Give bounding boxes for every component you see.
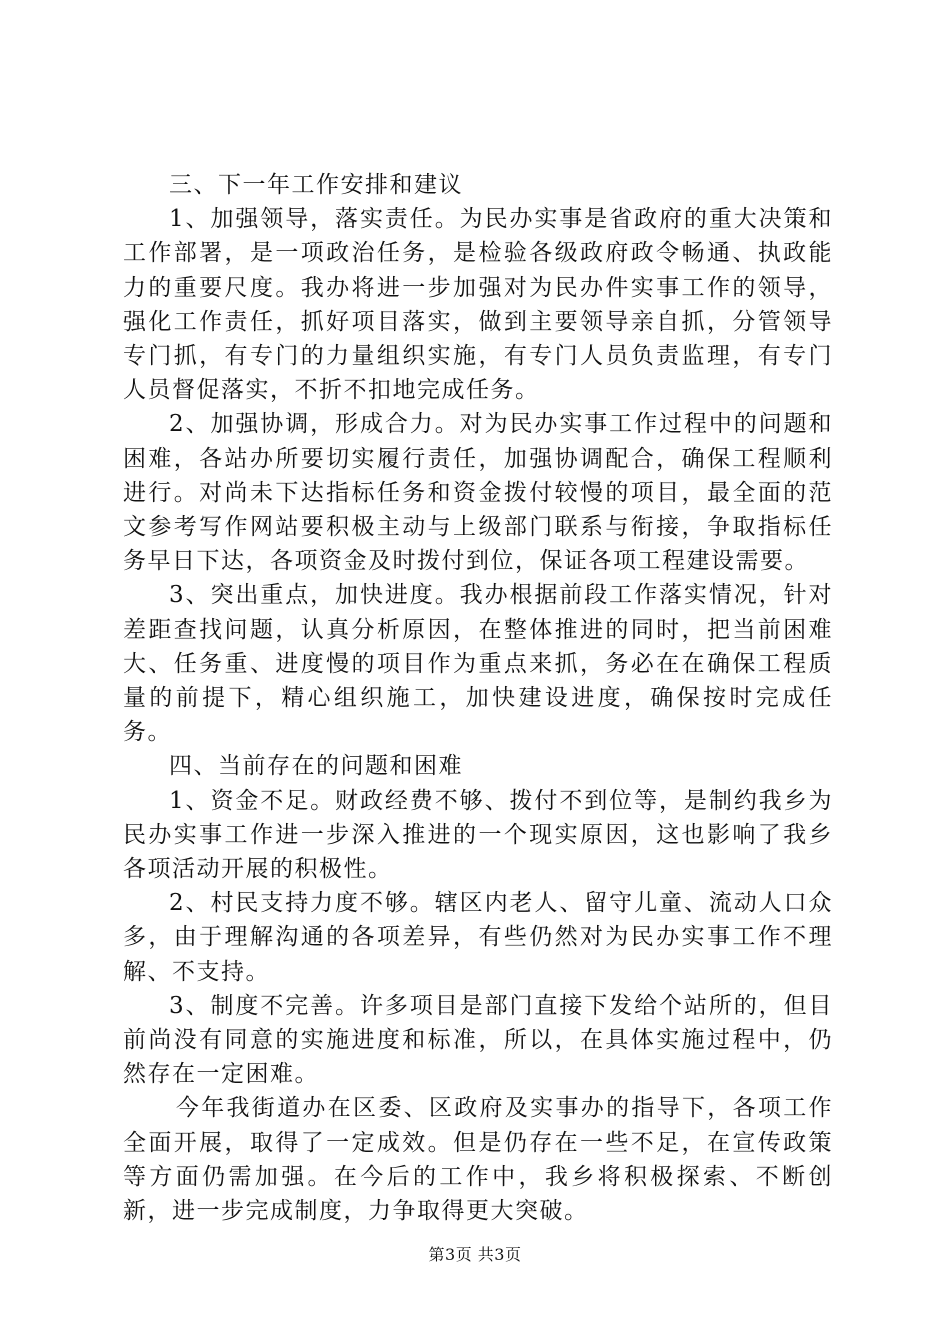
paragraph-strengthen-coordination: 2、加强协调，形成合力。对为民办实事工作过程中的问题和困难，各站办所要切实履行责任，加强协调配合，确保工程顺利进行。对尚未下达指标任务和资金拨付较慢的项目，最全面的范文参考写作网站要积极主动与上级部门联系与衔接，争取指标任务早日下达，各项资金及时拨付到位，保证各项工程建设需要。 xyxy=(123,411,833,575)
paragraph-insufficient-funds: 1、资金不足。财政经费不够、拨付不到位等，是制约我乡为民办实事工作进一步深入推进的一个现实原因，这也影响了我乡各项活动开展的积极性。 xyxy=(123,787,833,883)
page-number-footer: 第3页 共3页 xyxy=(428,1245,522,1264)
paragraph-conclusion: 今年我街道办在区委、区政府及实事办的指导下，各项工作全面开展，取得了一定成效。但是仍存在一些不足，在宣传政策等方面仍需加强。在今后的工作中，我乡将积极探索、不断创新，进一步完成制度，力争取得更大突破。 xyxy=(123,1095,833,1225)
paragraph-highlight-priorities: 3、突出重点，加快进度。我办根据前段工作落实情况，针对差距查找问题，认真分析原因，在整体推进的同时，把当前困难大、任务重、进度慢的项目作为重点来抓，务必在在确保工程质量的前提下，精心组织施工，加快建设进度，确保按时完成任务。 xyxy=(123,582,833,746)
paragraph-villager-support: 2、村民支持力度不够。辖区内老人、留守儿童、流动人口众多，由于理解沟通的各项差异，有些仍然对为民办实事工作不理解、不支持。 xyxy=(123,890,833,985)
paragraph-incomplete-system: 3、制度不完善。许多项目是部门直接下发给个站所的，但目前尚没有同意的实施进度和标准，所以，在具体实施过程中，仍然存在一定困难。 xyxy=(123,992,833,1088)
paragraph-strengthen-leadership: 1、加强领导，落实责任。为民办实事是省政府的重大决策和工作部署，是一项政治任务，是检验各级政府政令畅通、执政能力的重要尺度。我办将进一步加强对为民办件实事工作的领导，强化工作责任，抓好项目落实，做到主要领导亲自抓，分管领导专门抓，有专门的力量组织实施，有专门人员负责监理，有专门人员督促落实，不折不扣地完成任务。 xyxy=(123,206,833,404)
section-heading-current-problems: 四、当前存在的问题和困难 xyxy=(169,753,463,780)
document-body xyxy=(123,168,833,1228)
section-heading-next-year-plan: 三、下一年工作安排和建议 xyxy=(169,172,463,198)
